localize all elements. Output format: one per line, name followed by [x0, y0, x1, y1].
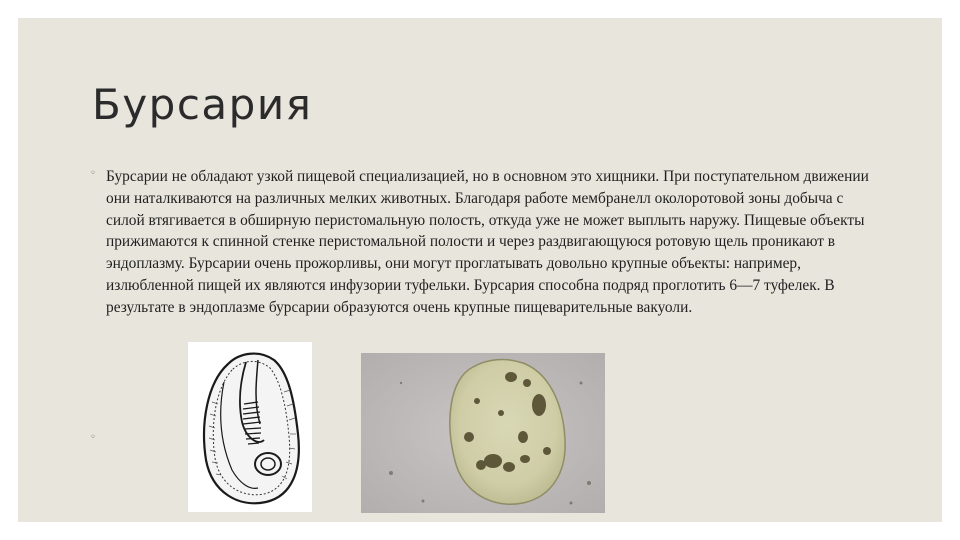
bullet-item — [92, 166, 882, 319]
bursaria-drawing-image — [188, 342, 312, 512]
bursaria-micrograph-image — [361, 353, 605, 513]
slide-title: Бурсария — [92, 80, 313, 129]
bullet-text: Бурсарии не обладают узкой пищевой специализацией, но в основном это хищники. При поступательном движении они наталкиваются на различных мелких животных. Благодаря работе мембранелл околоротовой зоны добыча с силой втягивается в обширную перистомальную полость, откуда уже не может выплыть наружу. Пищевые объекты прижимаются к спинной стенке перистомальной полости и через раздвигающуюся ротовую щель проникают в эндоплазму. Бурсарии очень прожорливы, они могут проглатывать довольно крупные объекты: например, излюбленной пищей их являются инфузории туфельки. Бурсария способна подряд проглотить 6—7 туфелек. В результате в эндоплазме бурсарии образуются очень крупные пищеварительные вакуоли. — [106, 168, 869, 316]
bullet-marker-empty: ◦ — [90, 432, 96, 443]
bullet-marker: ◦ — [90, 168, 96, 179]
slide — [18, 18, 942, 522]
